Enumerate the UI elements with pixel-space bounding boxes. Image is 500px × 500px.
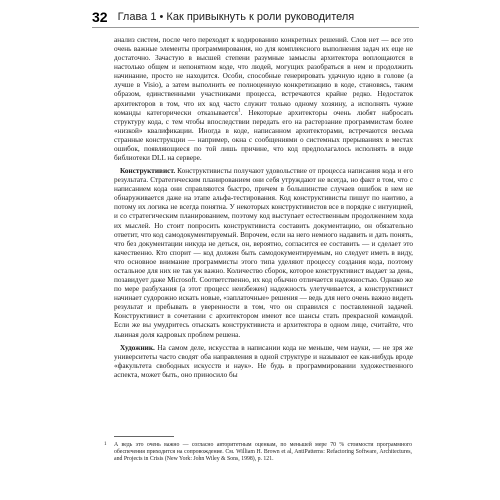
paragraph-text: На самом деле, искусства в написании кода не меньше, чем науки, — не зря же университеты часто сводят оба направления в одной структуре и называют ее как-нибудь вроде «факультета свободных искусств и наук». Не будь в программировании художественного аспекта, может быть, оно приносило бы (114, 343, 413, 379)
footnote (104, 442, 412, 464)
running-header (92, 8, 422, 26)
chapter-title: Глава 1 • Как привыкнуть к роли руководителя (117, 11, 355, 23)
page-number: 32 (92, 9, 108, 25)
footnote-divider (114, 436, 174, 437)
footnote-text: А ведь это очень важно — согласно авторитетным оценкам, по меньшей мере 70 % стоимости программного обеспечения приходится на сопровождение. См. William H. Brown et al, AntiPatterns: Refactoring Software, Architectures, and Projects in Crisis (New York: John Wiley & Sons, 1998), p. 121. (114, 442, 412, 463)
body-text (114, 36, 413, 380)
paragraph-text-tail: . Некоторые архитекторы очень любят набросать структуру кода, с тем чтобы впоследствии передать его на растерзание программистам более «низкой» квалификации. Иногда в коде, написанном архитекторами, встречаются весьма странные конструкции — например, окна с сообщениями о системных прерываниях в местах ошибок, появляющиеся по той лишь причине, что код предполагалось исполнять в виде библиотеки DLL на сервере. (114, 108, 413, 163)
paragraph-artist (114, 344, 413, 380)
header-divider (92, 27, 419, 28)
paragraph-constructivist (114, 167, 413, 339)
footnote-mark: 1 (104, 442, 107, 447)
term-constructivist: Конструктивист. (120, 167, 176, 176)
paragraph-text: анализ систем, после чего переходят к кодированию конкретных решений. Слов нет — все это очень важные элементы программирования, но для комплексного выполнения задач их еще не достаточно. Зачастую в высшей степени разумные замыслы архитектора воплощаются в настолько общем и непонятном коде, что людей, могущих разобраться в нем и продолжить начинание, просто не находится. Особи, способные генерировать удачную идею в голове (а лучше в Visio), а затем выполнить ее полноценную конкретизацию в коде, становясь, таким образом, единственными участниками процесса, встречаются крайне редко. Недостаток архитекторов в том, что их код часто служит только одному хозяину, а исполнять чужие команды категорически отказывается (114, 36, 413, 117)
paragraph-architect-continued (114, 36, 413, 163)
footnote-reference: 1 (237, 108, 241, 114)
paragraph-text: Конструктивисты получают удовольствие от процесса написания кода и его результата. Стратегическим планированием они себя утруждают не всегда, но факт в том, что с написанием кода они справляются быстро, причем в большинстве случаев ошибок в нем не обнаруживается даже на этапе альфа-тестирования. Код конструктивисты пишут по наитию, а потому их логика не всегда понятна. У некоторых конструктивистов все в порядке с интуицией, и со стратегическим планированием, поэтому код выступает естественным продолжением хода их мыслей. Но стоит попросить конструктивиста составить документацию, он обязательно ответит, что код самодокументируемый. Впрочем, если на него немного надавить и дать понять, что без документации никуда не деться, он, вероятно, согласится ее составить — и сделает это качественно. Кто спорит — код должен быть самодокументируемым, но следует иметь в виду, что основное внимание программисты этого типа уделяют процессу создания кода, поэтому остальное для них не так уж важно. Количество сборок, которое конструктивист выдает за день, позавидует даже Microsoft. Соответственно, их код обычно отличается надежностью. Однако же по мере разбухания (а этот процесс неизбежен) надежность улетучивается, а конструктивист начинает судорожно искать новые, «заплаточные» решения — ведь для него очень важно видеть результат и пребывать в уверенности в том, что он справился с поставленной задачей. Конструктивист в сочетании с архитектором имеют все шансы стать прекрасной командой. Если же вы умудритесь отыскать конструктивиста и архитектора в одном лице, считайте, что львиная доля кадровых проблем решена. (114, 167, 413, 339)
term-artist: Художник. (120, 343, 155, 352)
